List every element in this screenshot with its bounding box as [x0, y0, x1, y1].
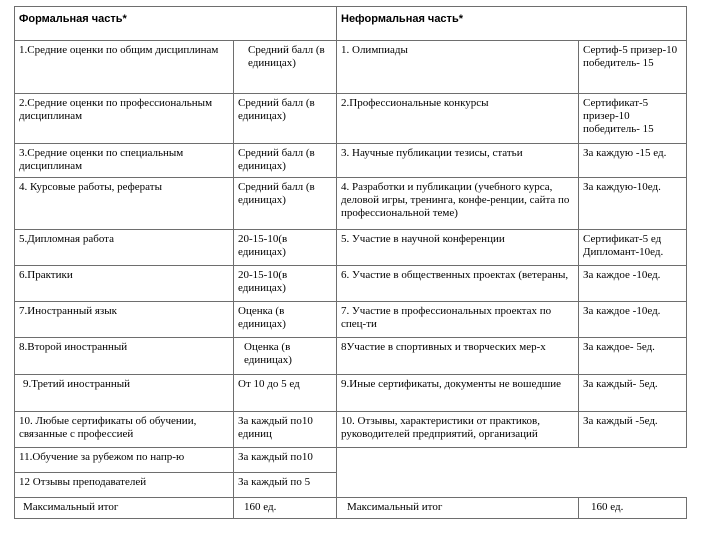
formal-score: Оценка (в единицах) [234, 338, 337, 375]
informal-score: Сертификат-5 ед Дипломант-10ед. [579, 230, 687, 266]
scoring-table [14, 6, 687, 519]
informal-score: За каждое -10ед. [579, 266, 687, 302]
informal-item: 2.Профессиональные конкурсы [337, 94, 579, 144]
informal-score: Сертиф-5 призер-10 победитель- 15 [579, 41, 687, 94]
footer-row [15, 498, 687, 519]
informal-item: 10. Отзывы, характеристики от практиков, руководителей предприятий, организаций [337, 412, 579, 448]
formal-score: За каждый по10 единиц [234, 412, 337, 448]
informal-item: 9.Иные сертификаты, документы не вошедшие [337, 375, 579, 412]
formal-score: Средний балл (в единицах) [234, 94, 337, 144]
formal-score: За каждый по 5 [234, 473, 337, 498]
informal-score: За каждую -15 ед. [579, 144, 687, 178]
formal-score: Оценка (в единицах) [234, 302, 337, 338]
table-row [15, 230, 687, 266]
formal-item: 9.Третий иностранный [15, 375, 234, 412]
formal-score: Средний балл (в единицах) [234, 178, 337, 230]
informal-score: За каждую-10ед. [579, 178, 687, 230]
empty-cell [337, 448, 687, 473]
informal-score: Сертификат-5 призер-10 победитель- 15 [579, 94, 687, 144]
formal-item: 8.Второй иностранный [15, 338, 234, 375]
informal-score: За каждый -5ед. [579, 412, 687, 448]
informal-total-value: 160 ед. [579, 498, 687, 519]
header-row [15, 7, 687, 41]
table-row [15, 41, 687, 94]
table-row [15, 338, 687, 375]
table-row [15, 266, 687, 302]
informal-item: 8Участие в спортивных и творческих мер-х [337, 338, 579, 375]
formal-item: 4. Курсовые работы, рефераты [15, 178, 234, 230]
formal-score: Средний балл (в единицах) [234, 41, 337, 94]
formal-score: Средний балл (в единицах) [234, 144, 337, 178]
table-row [15, 94, 687, 144]
informal-item: 4. Разработки и публикации (учебного курса, деловой игры, тренинга, конфе-ренции, сайта по профессиональной теме) [337, 178, 579, 230]
table-row [15, 473, 687, 498]
informal-score: За каждое- 5ед. [579, 338, 687, 375]
formal-score: За каждый по10 [234, 448, 337, 473]
formal-total-label: Максимальный итог [15, 498, 234, 519]
table-row [15, 178, 687, 230]
table-row [15, 375, 687, 412]
informal-item: 3. Научные публикации тезисы, статьи [337, 144, 579, 178]
formal-item: 12 Отзывы преподавателей [15, 473, 234, 498]
formal-item: 11.Обучение за рубежом по напр-ю [15, 448, 234, 473]
formal-score: От 10 до 5 ед [234, 375, 337, 412]
informal-score: За каждое -10ед. [579, 302, 687, 338]
formal-item: 1.Средние оценки по общим дисциплинам [15, 41, 234, 94]
table-row [15, 412, 687, 448]
formal-total-value: 160 ед. [234, 498, 337, 519]
formal-score: 20-15-10(в единицах) [234, 266, 337, 302]
empty-cell [337, 473, 687, 498]
formal-item: 5.Дипломная работа [15, 230, 234, 266]
formal-part-header: Формальная часть* [15, 7, 337, 41]
informal-item: 7. Участие в профессиональных проектах по спец-ти [337, 302, 579, 338]
table-row [15, 302, 687, 338]
informal-item: 5. Участие в научной конференции [337, 230, 579, 266]
table-row [15, 448, 687, 473]
formal-item: 10. Любые сертификаты об обучении, связанные с профессией [15, 412, 234, 448]
formal-item: 7.Иностранный язык [15, 302, 234, 338]
table-row [15, 144, 687, 178]
informal-item: 6. Участие в общественных проектах (ветераны, [337, 266, 579, 302]
formal-item: 2.Средние оценки по профессиональным дисциплинам [15, 94, 234, 144]
informal-part-header: Неформальная часть* [337, 7, 687, 41]
formal-score: 20-15-10(в единицах) [234, 230, 337, 266]
informal-item: 1. Олимпиады [337, 41, 579, 94]
informal-total-label: Максимальный итог [337, 498, 579, 519]
informal-score: За каждый- 5ед. [579, 375, 687, 412]
formal-item: 6.Практики [15, 266, 234, 302]
formal-item: 3.Средние оценки по специальным дисциплинам [15, 144, 234, 178]
